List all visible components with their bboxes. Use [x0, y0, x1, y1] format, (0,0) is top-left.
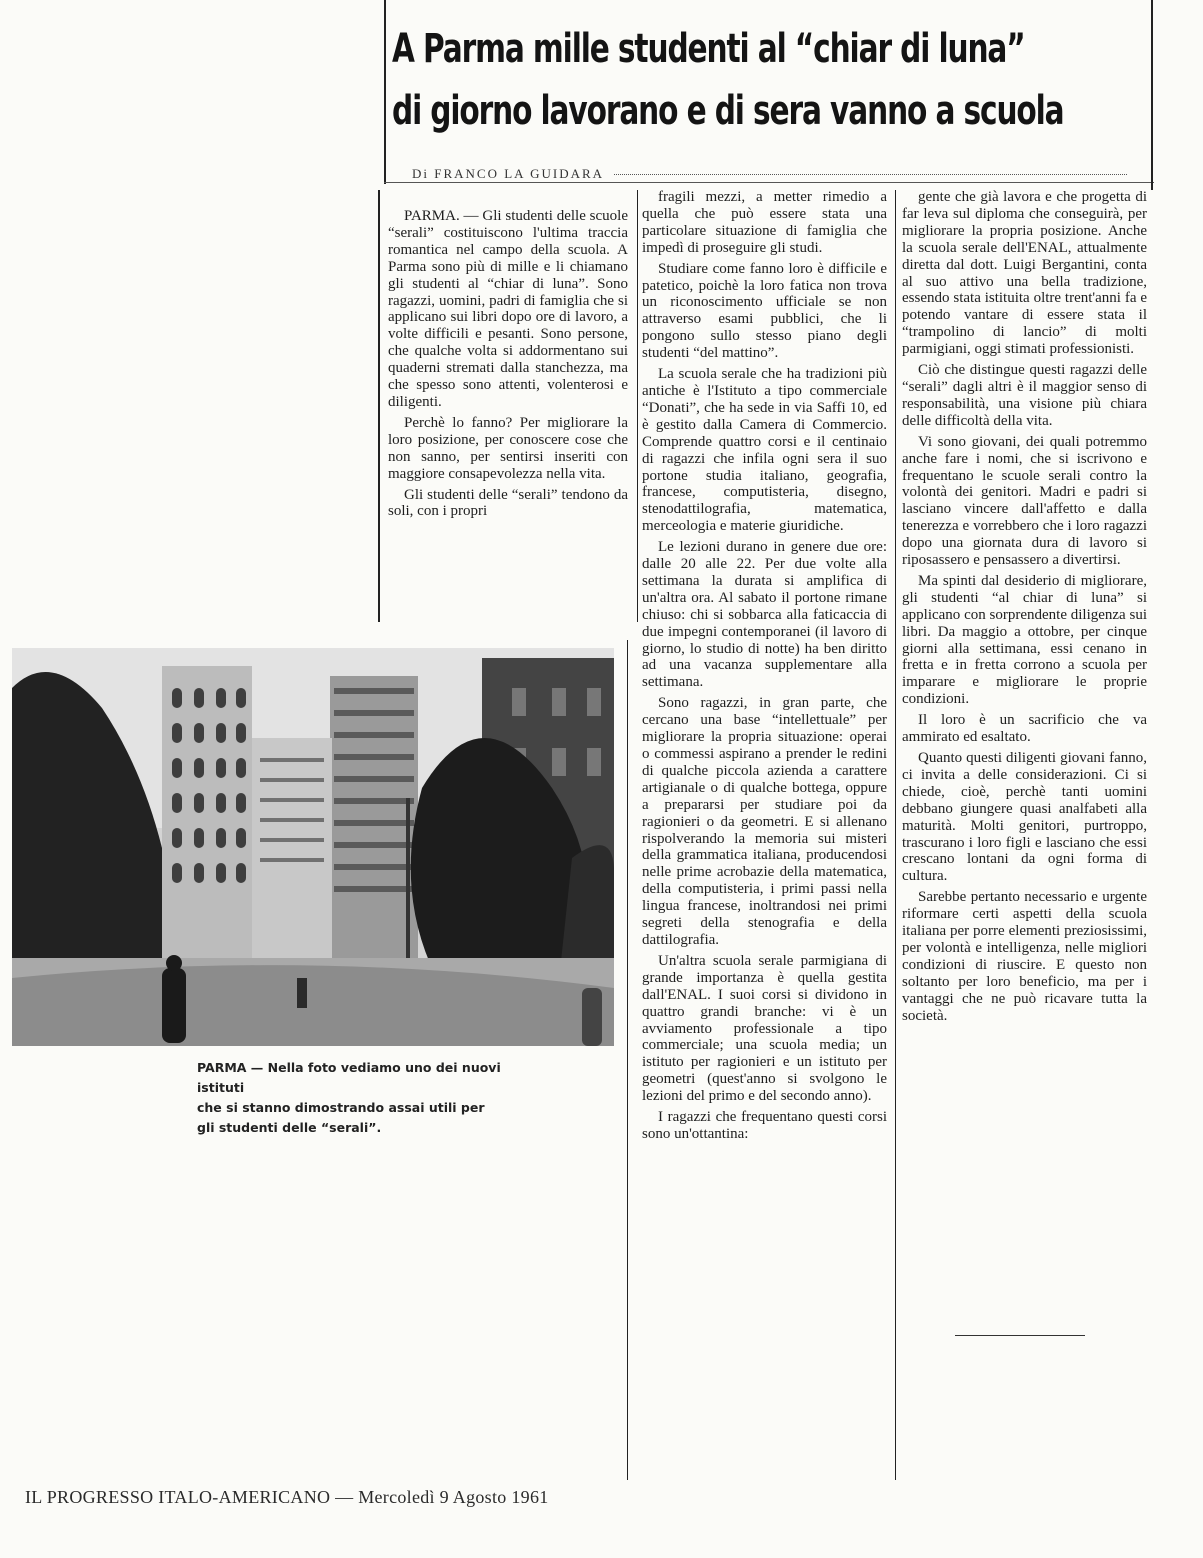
paragraph: Quanto questi diligenti giovani fanno, ci invita a delle considerazioni. Ci si chiede, cioè, perchè tanti uomini debbano giungere quasi analfabeti alla maturità. Molti genitori, purtroppo, trascurano i loro figli e lasciano che essi crescano lontani da ogni forma di cultura. [902, 750, 1147, 885]
caption-line: gli studenti delle “serali”. [197, 1120, 382, 1135]
paragraph: Perchè lo fanno? Per migliorare la loro posizione, per conoscere cose che non sanno, per sentirsi inseriti con maggiore consapevolezza nella vita. [388, 414, 628, 482]
paragraph: Sono ragazzi, in gran parte, che cercano una base “intellettuale” per migliorare la propria situazione: operai o commessi aspirano a prender le redini di qualche piccola azienda a carattere artigianale o di qualche bottega, oppure a prepararsi per studiare poi da ragionieri o da geometri. E si allenano rispolverando la memoria sui misteri della grammatica italiana, producendosi nelle prime acrobazie della matematica, della computisteria, i primi passi nella lingua francese, inoltrandosi nei primi segreti della stenografia e della dattilografia. [642, 695, 887, 948]
newspaper-footer: IL PROGRESSO ITALO-AMERICANO — Mercoledì 9 Agosto 1961 [25, 1487, 549, 1507]
paragraph: Ciò che distingue questi ragazzi delle “serali” dagli altri è il maggior senso di responsabilità, una visione più chiara delle difficoltà della vita. [902, 362, 1147, 429]
byline [412, 166, 1172, 182]
byline-author: Di FRANCO LA GUIDARA [412, 166, 605, 181]
headline [392, 18, 1064, 142]
column-rule-3 [627, 640, 628, 1480]
paragraph: I ragazzi che frequentano questi corsi sono un'ottantina: [642, 1109, 887, 1142]
photo-illustration [12, 648, 614, 1046]
paragraph: Il loro è un sacrificio che va ammirato ed esaltato. [902, 712, 1147, 746]
caption-line: PARMA — Nella foto vediamo uno dei nuovi istituti [197, 1060, 501, 1095]
paragraph: PARMA. — Gli studenti delle scuole “serali” costituiscono l'ultima traccia romantica nel campo della scuola. A Parma sono più di mille e li chiamano gli studenti al “chiar di luna”. Sono ragazzi, uomini, padri di famiglia che si applicano sui libri dopo ore di lavoro, a volte difficili e pesanti. Sono persone, che qualche volta si addormentano sui quaderni stremati dalla stanchezza, ma che spesso sono attenti, volenterosi e diligenti. [388, 208, 628, 410]
paragraph: Studiare come fanno loro è difficile e patetico, poichè la loro fatica non trova un riconoscimento ufficiale se non attraverso esami pubblici, che li pongono sullo stesso piano degli studenti “del mattino”. [642, 260, 887, 362]
column-rule-right [1151, 0, 1153, 190]
paragraph: gente che già lavora e che progetta di far leva sul diploma che conseguirà, per migliorare la propria posizione. Anche la scuola serale dell'ENAL, attualmente diretta dal dott. Luigi Bergantini, conta al suo attivo una bella tradizione, essendo stata istituita oltre trent'anni fa e potendo vantare di essere stata il “trampolino di lancio” di molti parmigiani, oggi stimati professionisti. [902, 189, 1147, 358]
photo-caption [197, 1058, 537, 1138]
article-column-1 [388, 208, 628, 626]
paragraph: fragili mezzi, a metter rimedio a quella che può essere stata una particolare situazione di famiglia che impedì di proseguire gli studi. [642, 189, 887, 256]
paragraph: Ma spinti dal desiderio di migliorare, gli studenti “al chiar di luna” si applicano con sorprendente diligenza sui libri. Da maggio a ottobre, per cinque giorni alla settimana, essi cenano in fretta e in fretta corrono a scuola per imparare e migliorare le proprie condizioni. [902, 572, 1147, 708]
paragraph: Sarebbe pertanto necessario e urgente riformare certi aspetti della scuola italiana per porre elementi preziosissimi, per volontà e intelligenza, nelle migliori condizioni di riuscire. E questo non soltanto per loro beneficio, ma per i vantaggi che ne può ricavare tutta la società. [902, 889, 1147, 1024]
byline-rule [614, 174, 1127, 175]
caption-line: che si stanno dimostrando assai utili per [197, 1100, 485, 1115]
paragraph: Un'altra scuola serale parmigiana di grande importanza è quella gestita dall'ENAL. I suoi corsi si dividono in quattro grandi branche: vi è un avviamento professionale a tipo commerciale; una scuola media; un istituto per ragionieri e un istituto per geometri (quest'anno si svolgono le lezioni del primo e del secondo anno). [642, 952, 887, 1105]
headline-line-2: di giorno lavorano e di sera vanno a scuola [392, 88, 1064, 134]
headline-line-1: A Parma mille studenti al “chiar di luna” [392, 26, 1025, 72]
column-rule-2 [637, 190, 638, 622]
news-photo [12, 648, 614, 1046]
paragraph: La scuola serale che ha tradizioni più antiche è l'Istituto a tipo commerciale “Donati”, che ha sede in via Saffi 10, ed è gestito dalla Camera di Commercio. Comprende quattro corsi e il centinaio di ragazzi che infila ogni sera il suo portone studia italiano, geografia, francese, computisteria, disegno, stenodattilografia, matematica, merceologia e materie giuridiche. [642, 366, 887, 535]
paragraph: Vi sono giovani, dei quali potremmo anche fare i nomi, che si iscrivono e frequentano le scuole serali contro la volontà dei genitori. Madri e padri si lasciano vincere dall'affetto e dalla tenerezza e vorrebbero che i loro ragazzi dopo una giornata dura di lavoro si riposassero e pensassero a divertirsi. [902, 433, 1147, 569]
paragraph: Gli studenti delle “serali” tendono da soli, con i propri [388, 486, 628, 520]
column-rule-4 [895, 190, 896, 1480]
article-column-2 [642, 189, 887, 1483]
column-rule-top [384, 182, 1154, 183]
column-rule-left [384, 0, 386, 184]
article-end-rule [955, 1335, 1085, 1336]
column-rule-1 [378, 190, 380, 622]
article-column-3 [902, 189, 1147, 1329]
paragraph: Le lezioni durano in genere due ore: dalle 20 alle 22. Per due volte alla settimana la durata si amplifica di un'altra ora. Al sabato il portone rimane chiuso: chi si sobbarca alla faticaccia di due impegni contemporanei (il lavoro di giorno, lo studio di notte) ha ben diritto ad una vacanza supplementare alla settimana. [642, 539, 887, 691]
